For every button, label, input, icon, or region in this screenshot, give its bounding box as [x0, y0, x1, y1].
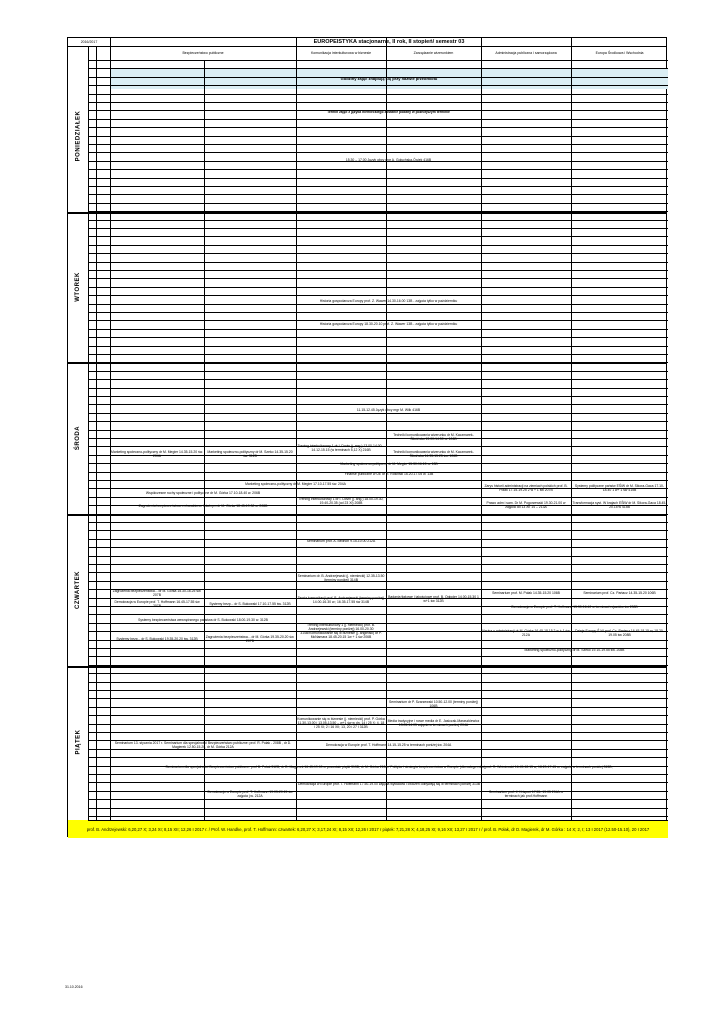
day-monday: PONIEDZIAŁEK: [75, 110, 82, 162]
grid-column-line: [110, 38, 111, 820]
fri-seminar: Seminarium dr P. Szarzewski 10.50-12.00 (terminy poniżej) 106B: [389, 700, 478, 708]
wed-systems: Systemy polityczne państw EŚiW dr M. Sikora-Gaca 17.10-18.40 1 w+ 1 św 415B: [574, 484, 665, 492]
grid-row-line: [88, 547, 668, 548]
grid-row-line: [88, 766, 668, 767]
grid-row-line: [88, 799, 668, 800]
fri-seminar-law: Seminarium prof. J. Krispoń 17.55- 19.05 204A w terminach jak prof.Hoffmann: [489, 790, 563, 798]
grid-row-line: [88, 774, 668, 775]
grid-row-line: [88, 304, 668, 305]
wed-techniques-1: Techniki komunikowania wizerunku dr M. Kaczmarek-Śliwińska 13.00-14.30 w. 106B: [393, 433, 474, 441]
grid-row-line: [88, 740, 668, 741]
grid-row-line: [88, 497, 668, 498]
year-cell: 2016/2017: [80, 40, 98, 44]
thu-security-systems: Systemy bezpieczeństwa wewnętrznego państwa dr S. Bukowski 18.00-19.30 w. 312B: [138, 618, 268, 622]
grid-row-line: [88, 94, 668, 95]
fri-communication: Komunikowanie się w biznesie (j. niemiecki) prof. P. Górka 11.30-13.00 i 13.05-13.50 – w+1 św w dn. 14 i 25 X; 4, 18 i 25 XI; 2 i 16 XII; 13, 20 i 27 I 312B: [297, 717, 385, 729]
grid-row-line: [88, 430, 668, 431]
wednesday-language: 11.15-12.45 Język obcy mgr M. Wilk 416B: [356, 408, 421, 412]
thu-training: Trening interkulturowy 1 (j. niemiecki) prof. B. Andrzejewski (terminy poniżej) 16.00-20.30 314B/Komunikowanie się w biznesie (j. angielski) dr P. McNamara 18.45-20.15 1w + 1 św 206B: [300, 623, 382, 639]
grid-row-line: [88, 556, 668, 557]
grid-row-line: [88, 623, 668, 624]
thu-history-ee: Dzieje Europy Ś-W prof. Cz. Partacz 16.45-18.15 w; 18.20-19.05 św 208B: [575, 629, 664, 637]
grid-row-line: [88, 732, 668, 733]
day-separator-line: [68, 666, 666, 668]
day-friday: PIĄTEK: [75, 729, 82, 755]
grid-row-line: [88, 724, 668, 725]
wed-marketing-1: Marketing społeczno-polityczny dr M. Megier 14.35-15.20 św. 204A: [111, 450, 203, 458]
grid-row-line: [88, 606, 668, 607]
thu-theory: Teoria komunikacji prof. B. Andrzejewski (terminy poniżej) 14.00-16.30 w.; 16.35-17.55 św 314B: [297, 596, 385, 604]
grid-row-line: [88, 572, 668, 573]
grid-row-line: [88, 236, 668, 237]
tuesday-history-2: Historia gospodarcza Europy 18.30-20.10 prof. Z. Wawer 13B - zajęcia tylko w październiku: [319, 322, 458, 326]
grid-row-line: [88, 446, 668, 447]
wed-threats: Zagrożenia bezpieczeństwa o charakterze lokalnym dr M. Górka 18.45-19.30 w. 208B: [138, 504, 268, 508]
day-friday-box: [68, 666, 88, 818]
column-header-4: Administracja publiczna i samorządowa: [495, 51, 557, 55]
column-header-1: Bezpieczeństwo publiczne: [182, 51, 224, 55]
grid-row-line: [88, 648, 668, 649]
grid-row-line: [88, 816, 668, 817]
grid-row-line: [88, 186, 668, 187]
grid-row-line: [88, 312, 668, 313]
thu-threats-2: Zagrożenia bezpieczeństwa... dr M. Górka 19.35-20.20 św. 207B: [205, 635, 295, 643]
wed-social: Współczesne ruchy społeczne i polityczne dr M. Górka 17.10-18.40 w. 206B: [145, 490, 261, 495]
grid-row-line: [88, 136, 668, 137]
grid-row-line: [88, 60, 668, 61]
day-thursday: CZWARTEK: [75, 571, 81, 609]
tuesday-history-1: Historia gospodarcza Europy prof. Z. Wawer 14.30-16.00 13B - zajęcia tylko w październiku: [319, 299, 458, 303]
grid-row-line: [88, 127, 668, 128]
grid-row-line: [88, 228, 668, 229]
thu-research: Badania tłakowe i jakościowe prof. B. Ogłoder 14.00-15.30 1 w+1 św 312B: [388, 595, 479, 603]
monday-language: 15.30 – 17.00 Język obcy mgr A. Gołuchska-Ćwiek 416B: [345, 158, 432, 162]
grid-row-line: [88, 438, 668, 439]
thu-systems: Systemy bezp... dr S. Bukowski 17.10-17.55 św. 312B: [209, 602, 291, 606]
grid-row-line: [88, 253, 668, 254]
grid-column-line: [96, 46, 97, 820]
thu-democracy: Demokracja w Europie prof. T. Hoffmann 16.45-17.55 św 207B: [114, 600, 200, 608]
grid-row-line: [88, 371, 668, 372]
grid-row-line: [88, 77, 668, 78]
day-separator-line: [68, 212, 666, 214]
column-header-3: Zarządzanie wizerunkiem: [413, 51, 454, 55]
fri-media: Media tradycyjne i nowe media dr E. Jasiczak-Maraszkiewicz 13.05-14.05 zajęcia w terminach poniżej 204A: [387, 719, 480, 727]
day-monday-box: [68, 60, 88, 212]
wed-marketing-3: Marketing społeczno-polityczny dr M. Megier 15.30-16.15 w. 13B: [340, 462, 438, 466]
grid-row-line: [88, 203, 668, 204]
fri-seminar-security: Seminarium 13. stycznia 2017 r. Seminarium dla specjalności Bezpieczeństwo publiczne: prof. R. Połak - 208B , dr D. Magierek 12.50-15.20, dr M. Górka 212A: [114, 741, 292, 749]
grid-row-line: [88, 656, 668, 657]
grid-column-line: [296, 38, 297, 820]
grid-row-line: [88, 404, 668, 405]
grid-row-line: [88, 581, 668, 582]
thu-marketing: Marketing społeczno-polityczny dr M. Szeko 19.10-19.55 św. 208B: [524, 648, 625, 652]
wed-marketing-4: Marketing społeczno-polityczny dr M. Megier 17.10-17.55 św. 204A: [245, 482, 346, 486]
grid-row-line: [88, 791, 668, 792]
grid-row-line: [88, 749, 668, 750]
thu-seminar-2: Seminarium dr. B. Andrzejewski (j. niemiecki) 12.35-13.50 (terminy poniżej) 314B: [297, 574, 385, 582]
grid-row-line: [88, 530, 668, 531]
grid-row-line: [88, 598, 668, 599]
grid-row-line: [88, 102, 668, 103]
grid-row-line: [88, 295, 668, 296]
fri-democracy: Demokracja w Europie prof. T. Hoffmann 14.15-15.25 w terminach poniżej św. 204A: [325, 743, 452, 747]
grid-row-line: [88, 194, 668, 195]
grid-column-line: [204, 60, 205, 820]
grid-row-line: [88, 396, 668, 397]
grid-row-line: [88, 463, 668, 464]
grid-row-line: [88, 782, 668, 783]
grid-row-line: [88, 715, 668, 716]
grid-column-line: [481, 38, 482, 820]
grid-row-line: [88, 480, 668, 481]
grid-row-line: [88, 472, 668, 473]
thu-democracy-2: Demokracja w Europie prof. T. Hoffmann 15.30-16.40 w terminach zjazdów św 208B: [511, 605, 638, 609]
print-date: 31.10.2016: [65, 985, 83, 989]
wed-transform: Transformacja syst. W krajach EŚiW dr M. Sikora-Gaca 18.45-20.15 w 415B: [572, 501, 667, 509]
grid-row-line: [88, 119, 668, 120]
fri-seminar-all: Seminarium dla specjalności Bezpieczeństwo publiczne: prof B. Połak 312B, dr D. Magierek 16.45-19.00 w pozostałe piątki 313B; dr M. Górka 212A / Polityka i strategia bezpieczeństwa w Europie (dla całego roku)prof. R. Wiśniewski 16.45-18.15 w, 18.20-17.45 w. zajęcia w terminach poniżej 313B;: [165, 765, 613, 769]
grid-row-line: [88, 820, 668, 821]
grid-row-line: [88, 144, 668, 145]
grid-row-line: [88, 329, 668, 330]
grid-column-line: [571, 38, 572, 820]
grid-row-line: [88, 178, 668, 179]
grid-column-line: [88, 46, 89, 820]
timetable-sheet: [67, 37, 667, 837]
grid-row-line: [88, 110, 668, 111]
hours-note: Godziny zajęć znajdują się przy nazwie przedmiotu: [110, 69, 668, 89]
grid-row-line: [88, 682, 668, 683]
column-header-2: Komunikacja interkulturowa w biznesie: [310, 51, 372, 55]
grid-column-line: [386, 38, 387, 820]
wed-techniques-2: Techniki komunikowania wizerunku dr M. Kaczmarek-Śliwińska 14.35-15.25 św. 106B: [393, 450, 474, 458]
grid-row-line: [88, 388, 668, 389]
grid-row-line: [88, 673, 668, 674]
grid-row-line: [88, 589, 668, 590]
day-tuesday: WTOREK: [75, 272, 81, 302]
thu-seminar: Seminarium prof. A. Bednoń 9.15-10.00 212A: [306, 539, 376, 543]
thu-science: Nauka o administracji dr M. Górka 16.45-18.15 2 w + 1 św 212A: [482, 629, 570, 637]
grid-row-line: [88, 421, 668, 422]
day-separator-line: [68, 514, 666, 516]
wed-training: Trening interkulturowy 1 dr I. Dovin (j. ang.) 13.00-14.00 – 14.12-15.15 (w terminach 5,12 X) 216B: [297, 444, 385, 452]
fri-democracy-3: Demokracja w Europie prof. T. Hoffmann 19.05-20.15 św zajęcia j.w. 212A: [207, 790, 293, 798]
grid-row-line: [88, 539, 668, 540]
grid-row-line: [88, 640, 668, 641]
day-wednesday: ŚRODA: [75, 425, 82, 451]
day-separator-line: [68, 362, 666, 364]
german-note: Termin zajęć z języka niemieckiego zostanie podany w późniejszym terminie: [327, 110, 450, 114]
grid-row-line: [88, 757, 668, 758]
grid-row-line: [88, 220, 668, 221]
grid-row-line: [88, 698, 668, 699]
grid-row-line: [88, 152, 668, 153]
grid-row-line: [88, 270, 668, 271]
grid-row-line: [88, 488, 668, 489]
grid-row-line: [88, 564, 668, 565]
grid-row-line: [88, 505, 668, 506]
fri-democracy-2: Demokracja w Europie prof. T. Hoffmann 17.50-19.00 zajęcia wykładów i ćwiczeń odbywają się w terminach poniżej 313B: [297, 782, 481, 786]
thu-seminar-4: Seminarium prof. Cz. Partacz 14.35-15.20 106B: [583, 591, 656, 595]
wed-training-2: Trening interkulturowy 1 dr I. Dovin (j. ang.) 18.00-19.30, 19.40-20.35 (od 23 XI) 208B: [298, 497, 384, 505]
grid-row-line: [88, 379, 668, 380]
grid-row-line: [88, 614, 668, 615]
grid-row-line: [88, 707, 668, 708]
grid-row-line: [88, 631, 668, 632]
wed-history-admin: Zarys historii administracji na ziemiach polskich prof. B. Połak 17.15-19.25 2 w + 1 św 207B: [484, 484, 568, 492]
grid-row-line: [88, 278, 668, 279]
grid-row-line: [88, 161, 668, 162]
thu-systems-2: Systemy bezp... dr S. Bukowski 19.35-20.20 św. 312B: [116, 637, 198, 641]
grid-row-line: [88, 287, 668, 288]
grid-row-line: [88, 68, 668, 69]
grid-row-line: [88, 413, 668, 414]
grid-row-line: [88, 169, 668, 170]
grid-row-line: [88, 455, 668, 456]
grid-row-line: [88, 522, 668, 523]
grid-row-line: [88, 808, 668, 809]
day-wednesday-box: [68, 362, 88, 514]
wed-law: Prawo adm i sam. Dr M. Pogorzewski 19.30-21.00 w zajęcia od 13 XII 14 – 213A: [486, 501, 566, 509]
grid-row-line: [88, 85, 668, 86]
day-thursday-box: [68, 514, 88, 666]
day-tuesday-box: [68, 212, 88, 362]
legend-dates: prof. B. Andrzejewski: 6,20,27 X; 3,24 XI; 8,15 XII; 12,26 I 2017 r. / Prof. W. Handke, prof. T. Hoffmann: czwartek: 6,20,27 X; 3,17,24 XI; 8,15 XII; 12,26 I 2017 r piątek: 7,21,28 X; 4,18,25 XI; 9,16 XII; 13,27 I 2017 r / prof. B. Połak, dr D. Magierek, dr M. Górka : 14 X; 2, I; 13 I 2017 (12.50-15.10), 20 I 2017: [68, 820, 668, 838]
grid-row-line: [88, 337, 668, 338]
grid-row-line: [88, 346, 668, 347]
wed-marketing-2: Marketing społeczno-polityczny dr M. Szeko 14.35-15.20 św. 312B: [207, 450, 293, 458]
thu-seminar-3: Seminarium prof. M. Połak 14.35-15.20 106B: [492, 591, 560, 595]
grid-row-line: [88, 354, 668, 355]
grid-row-line: [88, 262, 668, 263]
grid-row-line: [88, 245, 668, 246]
grid-row-line: [88, 320, 668, 321]
grid-row-line: [68, 46, 666, 47]
page-title: EUROPEISTYKA stacjonarne, II rok, II stopień/ semestr 03: [313, 39, 465, 45]
thu-threats: Zagrożenia bezpieczeństwa... dr M. Górka 15.30-16.25 św. 207B: [112, 589, 202, 597]
wed-finance: Finanse publiczne w UE dr R. Rosiński 16.20-17.05 w. 13B: [344, 472, 434, 476]
grid-row-line: [88, 690, 668, 691]
column-header-5: Europa Środkowa i Wschodnia: [595, 51, 644, 55]
